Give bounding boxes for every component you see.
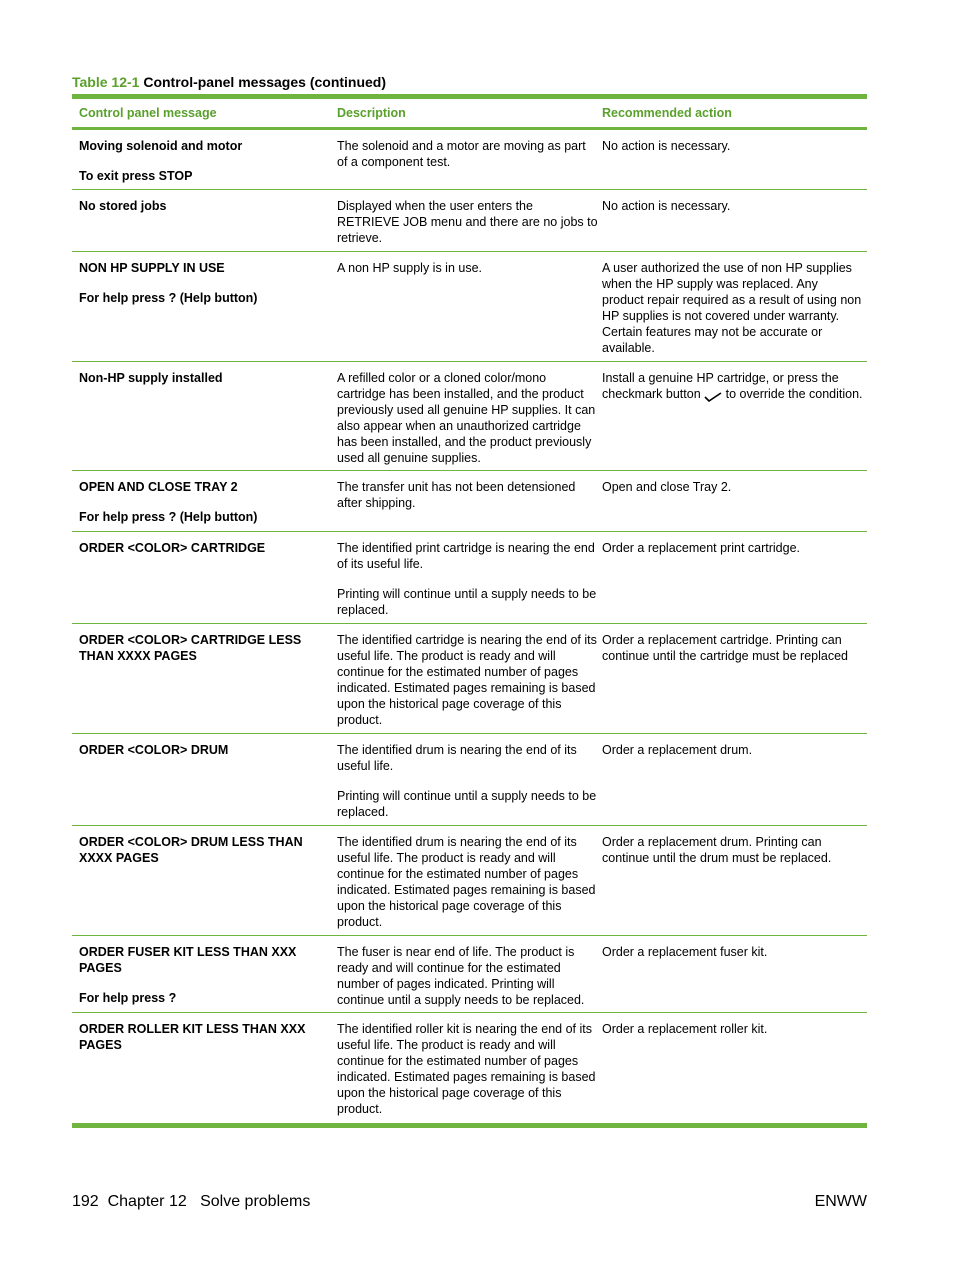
message-text: No stored jobs	[79, 199, 167, 213]
table-row	[72, 1013, 867, 1123]
action-text: A user authorized the use of non HP supplies when the HP supply was replaced. Any product repair required as a result of using non HP supplies is not covered under warranty. Certain features may not be accurate or available.	[602, 261, 862, 355]
message-text: For help press ? (Help button)	[79, 291, 258, 305]
message-text: ORDER <COLOR> DRUM LESS THAN XXXX PAGES	[79, 835, 303, 865]
description-text: Printing will continue until a supply needs to be replaced.	[337, 587, 597, 617]
table-row	[72, 252, 867, 362]
description-text: The solenoid and a motor are moving as part of a component test.	[337, 139, 586, 169]
description-cell	[337, 540, 602, 623]
description-text: A non HP supply is in use.	[337, 261, 482, 275]
message-cell	[72, 138, 337, 189]
message-cell	[72, 944, 337, 1012]
message-cell	[72, 834, 337, 935]
message-text: For help press ?	[79, 991, 177, 1005]
action-cell	[602, 260, 867, 361]
table-bottom-rule	[72, 1123, 867, 1128]
table-row	[72, 936, 867, 1013]
description-text: The identified roller kit is nearing the end of its useful life. The product is ready and will continue for the estimated number of pages indicated. Estimated pages remaining is based upon the historical page coverage of this product.	[337, 1022, 596, 1116]
action-text: Order a replacement print cartridge.	[602, 541, 801, 555]
page-footer-code: ENWW	[814, 1193, 867, 1210]
message-cell	[72, 260, 337, 361]
table-row	[72, 130, 867, 190]
action-cell	[602, 944, 867, 1012]
action-cell	[602, 540, 867, 623]
message-text: ORDER FUSER KIT LESS THAN XXX PAGES	[79, 945, 297, 975]
action-text: Open and close Tray 2.	[602, 480, 732, 494]
message-cell	[72, 370, 337, 470]
message-text: ORDER <COLOR> CARTRIDGE	[79, 541, 266, 555]
action-cell	[602, 138, 867, 189]
message-cell	[72, 540, 337, 623]
table-row	[72, 734, 867, 826]
table-caption	[72, 74, 386, 90]
header-description: Description	[337, 106, 406, 120]
action-cell	[602, 370, 867, 470]
description-cell	[337, 944, 602, 1012]
description-cell	[337, 370, 602, 470]
table-body	[72, 130, 867, 1123]
description-text: The transfer unit has not been detensioned after shipping.	[337, 480, 576, 510]
table-row	[72, 471, 867, 532]
description-cell	[337, 1021, 602, 1123]
page-footer-chapter: 192 Chapter 12 Solve problems	[72, 1193, 311, 1210]
table-header-row	[72, 99, 867, 127]
checkmark-icon	[704, 390, 722, 400]
header-action: Recommended action	[602, 106, 732, 120]
message-text: For help press ? (Help button)	[79, 510, 258, 524]
action-cell	[602, 198, 867, 251]
description-cell	[337, 632, 602, 733]
message-text: OPEN AND CLOSE TRAY 2	[79, 480, 238, 494]
table-row	[72, 624, 867, 734]
action-cell	[602, 834, 867, 935]
action-cell	[602, 1021, 867, 1123]
message-text: ORDER ROLLER KIT LESS THAN XXX PAGES	[79, 1022, 306, 1052]
message-text: Moving solenoid and motor	[79, 139, 243, 153]
description-text: The identified print cartridge is nearing the end of its useful life.	[337, 541, 595, 571]
action-text: No action is necessary.	[602, 139, 731, 153]
action-text: Order a replacement drum.	[602, 743, 753, 757]
action-text-after-icon: to override the condition.	[725, 387, 863, 401]
action-text: No action is necessary.	[602, 199, 731, 213]
description-text: Printing will continue until a supply needs to be replaced.	[337, 789, 597, 819]
description-text: The identified drum is nearing the end of its useful life.	[337, 743, 577, 773]
message-text: To exit press STOP	[79, 169, 193, 183]
header-message: Control panel message	[79, 106, 217, 120]
description-cell	[337, 138, 602, 189]
control-panel-table	[72, 94, 867, 1128]
description-text: A refilled color or a cloned color/mono cartridge has been installed, and the product previously used all genuine HP supplies. It can also appear when an unauthorized cartridge has been installed, and the product previously used all genuine supplies.	[337, 371, 596, 465]
table-row	[72, 826, 867, 936]
action-cell	[602, 479, 867, 531]
message-text: Non-HP supply installed	[79, 371, 223, 385]
action-cell	[602, 742, 867, 825]
table-number: Table 12-1	[72, 74, 140, 90]
table-row	[72, 190, 867, 252]
message-text: ORDER <COLOR> CARTRIDGE LESS THAN XXXX PAGES	[79, 633, 302, 663]
action-text: Order a replacement fuser kit.	[602, 945, 768, 959]
action-text: Order a replacement drum. Printing can continue until the drum must be replaced.	[602, 835, 832, 865]
action-text-before-icon: Install a genuine HP cartridge, or press the checkmark button	[602, 371, 839, 401]
table-row	[72, 532, 867, 624]
action-text	[602, 370, 863, 402]
description-cell	[337, 834, 602, 935]
message-text: NON HP SUPPLY IN USE	[79, 261, 225, 275]
action-text: Order a replacement cartridge. Printing can continue until the cartridge must be replaced	[602, 633, 848, 663]
description-cell	[337, 260, 602, 361]
description-text: The fuser is near end of life. The product is ready and will continue for the estimated number of pages indicated. Printing will continue until a supply needs to be replaced.	[337, 945, 585, 1007]
message-text: ORDER <COLOR> DRUM	[79, 743, 229, 757]
description-cell	[337, 479, 602, 531]
description-text: Displayed when the user enters the RETRIEVE JOB menu and there are no jobs to retrieve.	[337, 199, 598, 245]
description-cell	[337, 742, 602, 825]
message-cell	[72, 742, 337, 825]
message-cell	[72, 198, 337, 251]
table-title: Control-panel messages (continued)	[143, 74, 387, 90]
action-text: Order a replacement roller kit.	[602, 1022, 768, 1036]
message-cell	[72, 1021, 337, 1123]
description-text: The identified drum is nearing the end of its useful life. The product is ready and will continue for the estimated number of pages indicated. Estimated pages remaining is based upon the historical page coverage of this product.	[337, 835, 596, 929]
message-cell	[72, 479, 337, 531]
action-cell	[602, 632, 867, 733]
message-cell	[72, 632, 337, 733]
table-row	[72, 362, 867, 471]
description-text: The identified cartridge is nearing the end of its useful life. The product is ready and will continue for the estimated number of pages indicated. Estimated pages remaining is based upon the historical page coverage of this product.	[337, 633, 597, 727]
description-cell	[337, 198, 602, 251]
